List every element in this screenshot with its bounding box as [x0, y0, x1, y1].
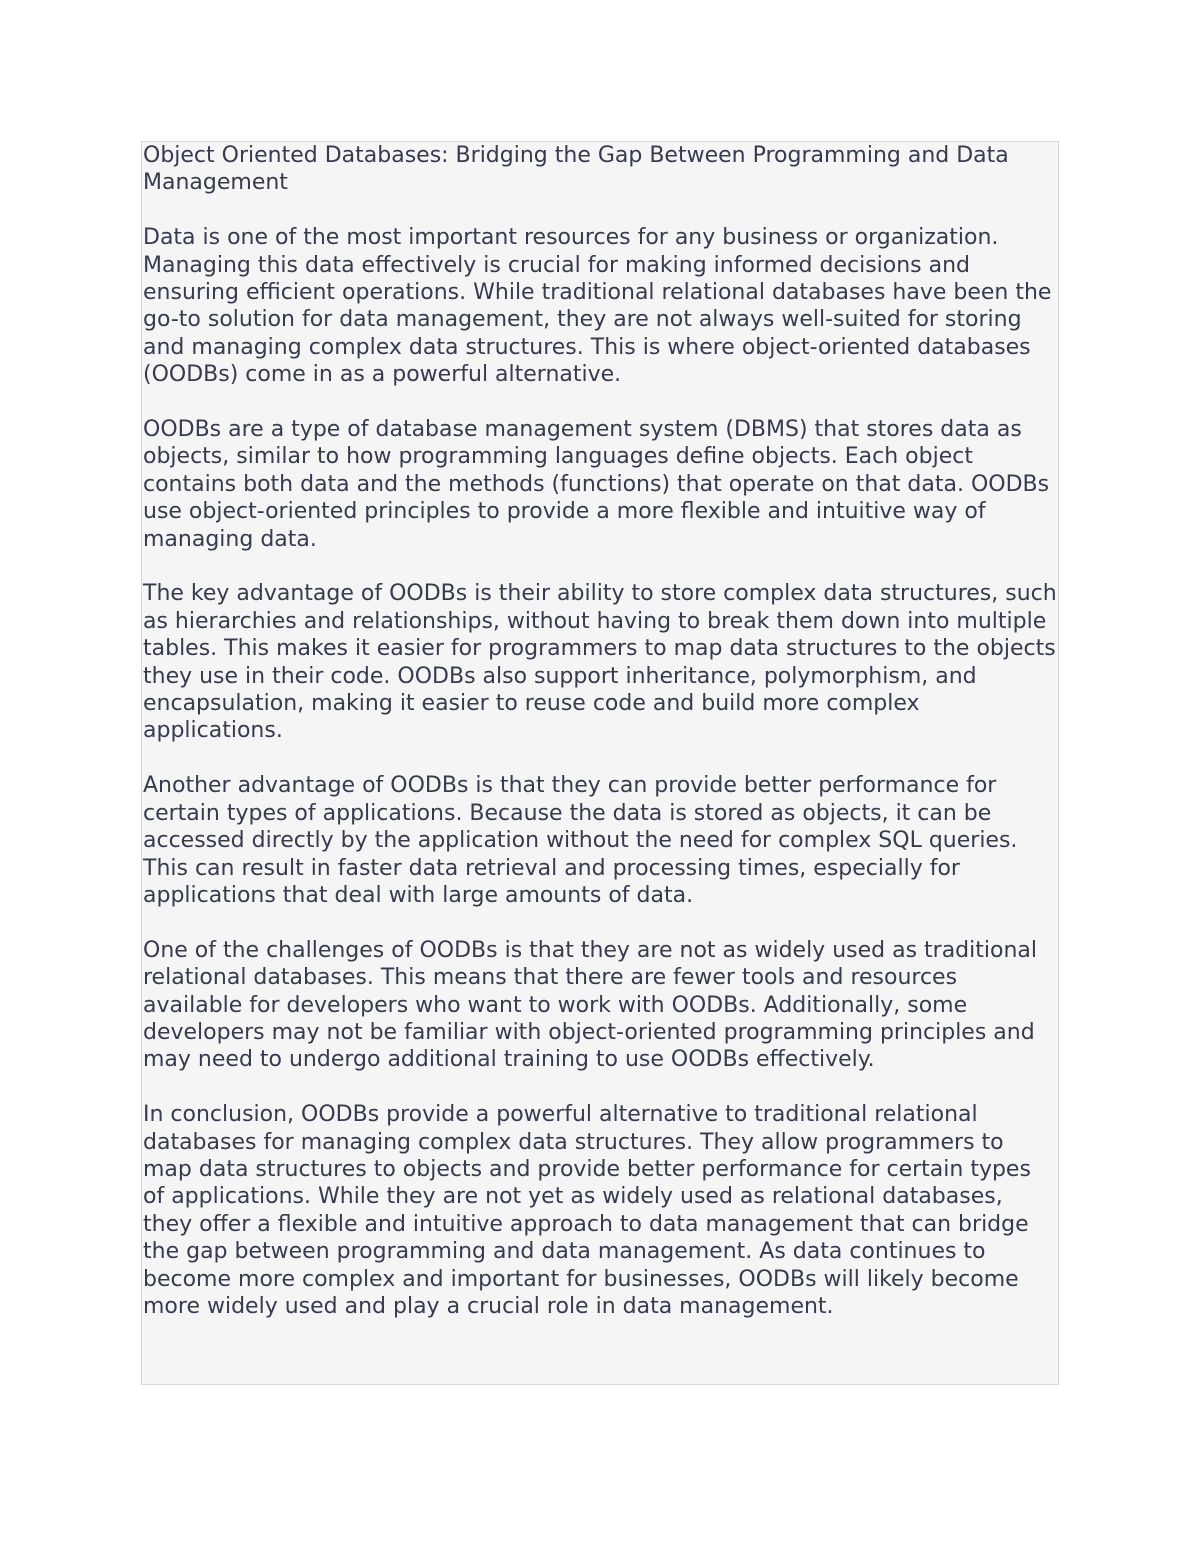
document-title: Object Oriented Databases: Bridging the Gap Between Programming and Data Management: [143, 143, 1009, 196]
paragraph-definition: OODBs are a type of database management system (DBMS) that stores data as objects, similar to how programming languages define objects. Each object contains both data and the methods (functions) that operate on that data. OODBs use object-oriented principles to provide a more flexible and intuitive way of managing data.: [143, 417, 1050, 552]
paragraph-key-advantage: The key advantage of OODBs is their ability to store complex data structures, such as hierarchies and relationships, without having to break them down into multiple tables. This makes it easier for programmers to map data structures to the objects they use in their code. OODBs also support inheritance, polymorphism, and encapsulation, making it easier to reuse code and build more complex applications.: [143, 581, 1057, 744]
paragraph-challenges: One of the challenges of OODBs is that they are not as widely used as traditional relational databases. This means that there are fewer tools and resources available for developers who want to work with OODBs. Additionally, some developers may not be familiar with object-oriented programming principles and may need to undergo additional training to use OODBs effectively.: [143, 937, 1037, 1073]
paragraph-conclusion: In conclusion, OODBs provide a powerful alternative to traditional relational databases for managing complex data structures. They allow programmers to map data structures to objects and provide better performance for certain types of applications. While they are not yet as widely used as relational databases, they offer a flexible and intuitive approach to data management that can bridge the gap between programming and data management. As data continues to become more complex and important for businesses, OODBs will likely become more widely used and play a crucial role in data management.: [143, 1102, 1031, 1319]
document-text-box: [141, 141, 1059, 1385]
paragraph-performance: Another advantage of OODBs is that they can provide better performance for certain types of applications. Because the data is stored as objects, it can be accessed directly by the application without the need for complex SQL queries. This can result in faster data retrieval and processing times, especially for applications that deal with large amounts of data.: [143, 773, 1018, 908]
paragraph-intro: Data is one of the most important resources for any business or organization. Managing this data effectively is crucial for making informed decisions and ensuring efficient operations. While traditional relational databases have been the go-to solution for data management, they are not always well-suited for storing and managing complex data structures. This is where object-oriented databases (OODBs) come in as a powerful alternative.: [143, 225, 1052, 388]
